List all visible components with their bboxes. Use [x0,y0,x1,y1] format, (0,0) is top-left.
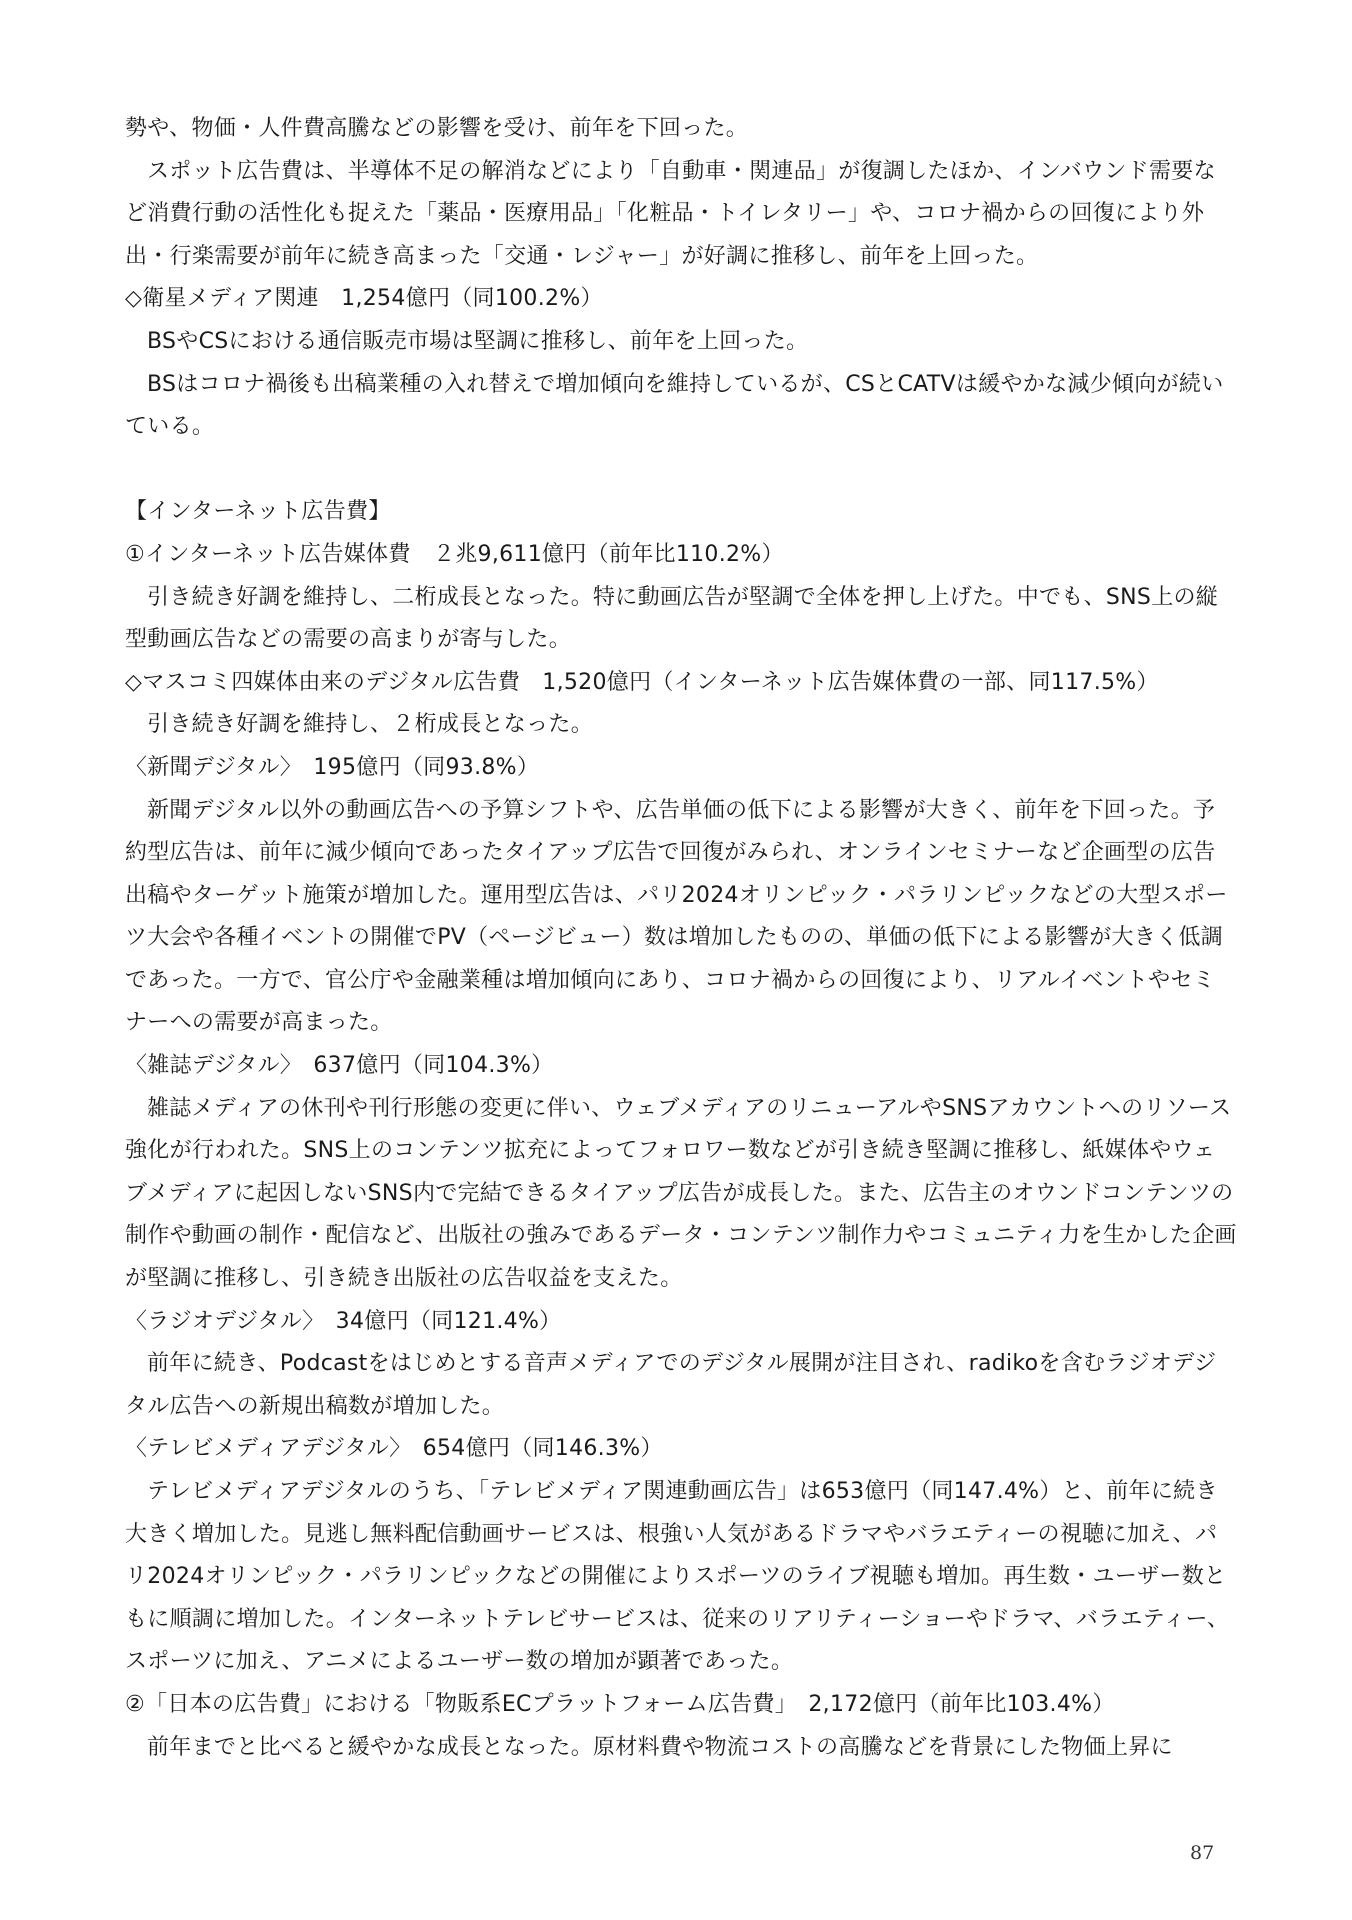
section-title: 【インターネット広告費】 [125,499,391,525]
paragraph: スポット広告費は、半導体不足の解消などにより「自動車・関連品」が復調したほか、インバウンド需要など消費行動の活性化も捉えた「薬品・医療用品」「化粧品・トイレタリー」や、コロナ禍からの回復により外出・行楽需要が前年に続き高まった「交通・レジャー」が好調に推移し、前年を上回った。 [125,158,1216,269]
paragraph: 前年までと比べると緩やかな成長となった。原材料費や物流コストの高騰などを背景にした物価上昇に [147,1734,1173,1760]
paragraph: BSはコロナ禍後も出稿業種の入れ替えで増加傾向を維持しているが、CSとCATVは緩やかな減少傾向が続いている。 [125,371,1224,440]
section-heading: ◇マスコミ四媒体由来のデジタル広告費 1,520億円（インターネット広告媒体費の一部、同117.5%） [125,669,1159,695]
paragraph: BSやCSにおける通信販売市場は堅調に推移し、前年を上回った。 [147,328,809,354]
page-number: 87 [1190,1842,1215,1864]
subsection-heading: 〈新聞デジタル〉 195億円（同93.8%） [125,754,540,780]
paragraph: 前年に続き、Podcastをはじめとする音声メディアでのデジタル展開が注目され、radikoを含むラジオデジタル広告への新規出稿数が増加した。 [125,1351,1217,1419]
subsection-heading: 〈ラジオデジタル〉 34億円（同121.4%） [125,1308,562,1334]
paragraph: 引き続き好調を維持し、２桁成長となった。 [147,712,594,738]
subsection-heading: 〈雑誌デジタル〉 637億円（同104.3%） [125,1053,554,1079]
paragraph: 新聞デジタル以外の動画広告への予算シフトや、広告単価の低下による影響が大きく、前年を下回った。予約型広告は、前年に減少傾向であったタイアップ広告で回復がみられ、オンラインセミナーなど企画型の広告出稿やターゲット施策が増加した。運用型広告は、パリ2024オリンピック・パラリンピックなどの大型スポーツ大会や各種イベントの開催でPV（ページビュー）数は増加したものの、単価の低下による影響が大きく低調であった。一方で、官公庁や金融業種は増加傾向にあり、コロナ禍からの回復により、リアルイベントやセミナーへの需要が高まった。 [125,797,1228,1036]
subsection-heading: 〈テレビメディアデジタル〉 654億円（同146.3%） [125,1436,663,1462]
section-heading: ②「日本の広告費」における「物販系ECプラットフォーム広告費」 2,172億円（前年比103.4%） [125,1691,1115,1717]
document-body [125,108,1237,1769]
paragraph: 引き続き好調を維持し、二桁成長となった。特に動画広告が堅調で全体を押し上げた。中でも、SNS上の縦型動画広告などの需要の高まりが寄与した。 [125,584,1219,653]
paragraph: テレビメディアデジタルのうち、「テレビメディア関連動画広告」は653億円（同147.4%）と、前年に続き大きく増加した。見逃し無料配信動画サービスは、根強い人気があるドラマやバラエティーの視聴に加え、パリ2024オリンピック・パラリンピックなどの開催によりスポーツのライブ視聴も増加。再生数・ユーザー数ともに順調に増加した。インターネットテレビサービスは、従来のリアリティーショーやドラマ、バラエティー、スポーツに加え、アニメによるユーザー数の増加が顕著であった。 [125,1479,1230,1675]
paragraph: 勢や、物価・人件費高騰などの影響を受け、前年を下回った。 [125,116,749,141]
blank-line [125,449,1237,492]
section-heading: ◇衛星メディア関連 1,254億円（同100.2%） [125,286,603,312]
section-heading: ①インターネット広告媒体費 ２兆9,611億円（前年比110.2%） [125,541,784,567]
paragraph: 雑誌メディアの休刊や刊行形態の変更に伴い、ウェブメディアのリニューアルやSNSアカウントへのリソース強化が行われた。SNS上のコンテンツ拡充によってフォロワー数などが引き続き堅調に推移し、紙媒体やウェブメディアに起因しないSNS内で完結できるタイアップ広告が成長した。また、広告主のオウンドコンテンツの制作や動画の制作・配信など、出版社の強みであるデータ・コンテンツ制作力やコミュニティ力を生かした企画が堅調に推移し、引き続き出版社の広告収益を支えた。 [125,1095,1237,1292]
